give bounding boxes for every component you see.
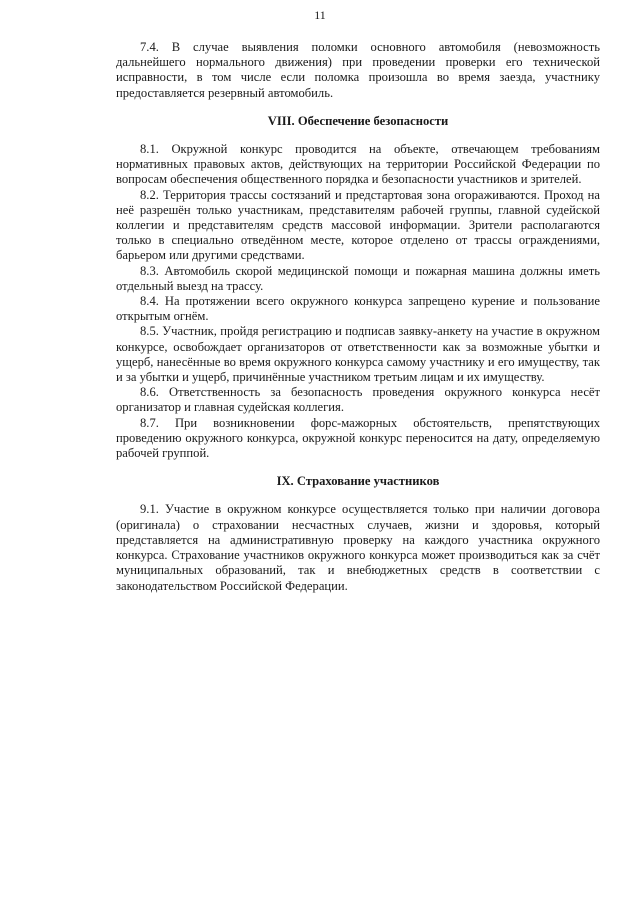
paragraph-7-4: 7.4. В случае выявления поломки основного автомобиля (невозможность дальнейшего нормального движения) при проведении проверки его технической исправности, в том числе если поломка произошла во время заезда, участнику предоставляется резервный автомобиль. (116, 40, 600, 100)
document-body (116, 40, 600, 594)
paragraph-8-3: 8.3. Автомобиль скорой медицинской помощи и пожарная машина должны иметь отдельный выезд на трассу. (116, 263, 600, 293)
section-heading-safety: VIII. Обеспечение безопасности (267, 113, 449, 128)
paragraph-8-6: 8.6. Ответственность за безопасность проведения окружного конкурса несёт организатор и главная судейская коллегия. (116, 385, 600, 415)
paragraph-9-1: 9.1. Участие в окружном конкурсе осуществляется только при наличии договора (оригинала) о страховании несчастных случаев, жизни и здоровья, который представляется на административную проверку на каждого участника окружного конкурса. Страхование участников окружного конкурса может производиться как за счёт муниципальных образований, так и внебюджетных средств в соответствии с законодательством Российской Федерации. (116, 502, 600, 593)
paragraph-8-1: 8.1. Окружной конкурс проводится на объекте, отвечающем требованиям нормативных правовых актов, действующих на территории Российской Федерации по вопросам обеспечения общественного порядка и безопасности участников и зрителей. (116, 142, 600, 187)
section-heading-insurance: IX. Страхование участников (276, 474, 440, 489)
paragraph-8-5: 8.5. Участник, пройдя регистрацию и подписав заявку-анкету на участие в окружном конкурсе, освобождает организаторов от ответственности как за возможные убытки и ущерб, нанесённые во время окружного конкурса самому участнику и его имуществу, так и за убытки и ущерб, причинённые участником третьим лицам и их имуществу. (116, 324, 600, 385)
paragraph-8-2: 8.2. Территория трассы состязаний и предстартовая зона огораживаются. Проход на неё разрешён только участникам, представителям рабочей группы, главной судейской коллегии и представителям средств массовой информации. Зрители располагаются только в специально отведённом месте, которое отделено от трассы ограждениями, барьером или другими средствами. (116, 187, 600, 263)
paragraph-8-7: 8.7. При возникновении форс-мажорных обстоятельств, препятствующих проведению окружного конкурса, окружной конкурс переносится на дату, определяемую рабочей группой. (116, 415, 600, 461)
paragraph-8-4: 8.4. На протяжении всего окружного конкурса запрещено курение и пользование открытым огнём. (116, 294, 600, 324)
page-number: 11 (314, 8, 326, 22)
